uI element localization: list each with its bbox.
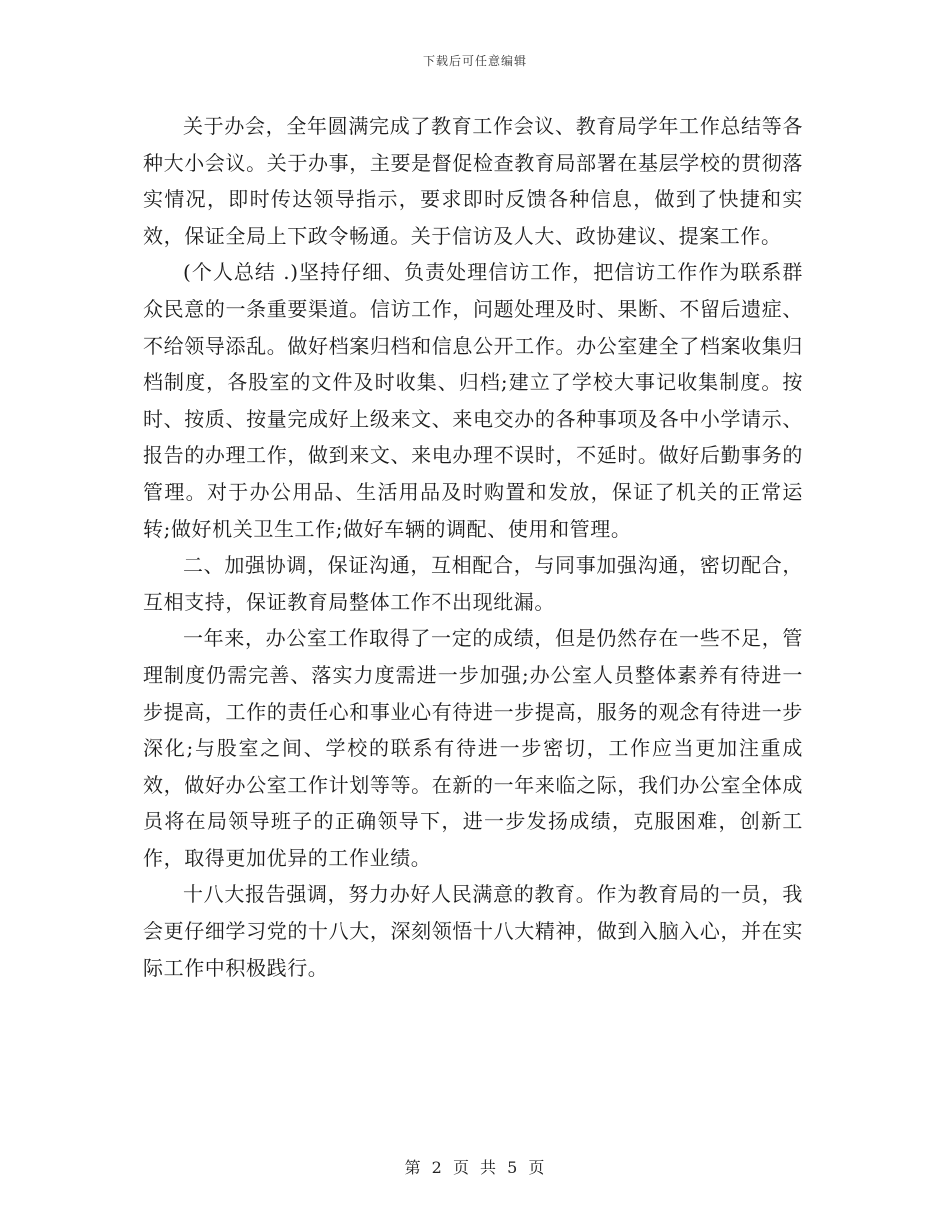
paragraph-meeting-affairs: 关于办会，全年圆满完成了教育工作会议、教育局学年工作总结等各种大小会议。关于办事，主要是督促检查教育局部署在基层学校的贯彻落实情况，即时传达领导指示，要求即时反馈各种信息，做到了快捷和实效，保证全局上下政令畅通。关于信访及人大、政协建议、提案工作。 xyxy=(143,114,803,248)
page-header-note: 下载后可任意编辑 xyxy=(422,54,527,68)
document-body xyxy=(143,108,803,986)
paragraph-coordination: 二、加强协调，保证沟通，互相配合，与同事加强沟通，密切配合，互相支持，保证教育局整体工作不出现纰漏。 xyxy=(143,553,803,614)
page-number-footer: 第 2 页 共 5 页 xyxy=(404,1158,546,1177)
paragraph-petition-work: (个人总结 .)坚持仔细、负责处理信访工作，把信访工作作为联系群众民意的一条重要渠道。信访工作，问题处理及时、果断、不留后遗症、不给领导添乱。做好档案归档和信息公开工作。办公室建全了档案收集归档制度，各股室的文件及时收集、归档;建立了学校大事记收集制度。按时、按质、按量完成好上级来文、来电交办的各种事项及各中小学请示、报告的办理工作，做到来文、来电办理不误时，不延时。做好后勤事务的管理。对于办公用品、生活用品及时购置和发放，保证了机关的正常运转;做好机关卫生工作;做好车辆的调配、使用和管理。 xyxy=(143,260,803,541)
paragraph-shortcomings: 一年来，办公室工作取得了一定的成绩，但是仍然存在一些不足，管理制度仍需完善、落实力度需进一步加强;办公室人员整体素养有待进一步提高，工作的责任心和事业心有待进一步提高，服务的观念有待进一步深化;与股室之间、学校的联系有待进一步密切，工作应当更加注重成效，做好办公室工作计划等等。在新的一年来临之际，我们办公室全体成员将在局领导班子的正确领导下，进一步发扬成绩，克服困难，创新工作，取得更加优异的工作业绩。 xyxy=(143,626,803,870)
paragraph-eighteenth-congress: 十八大报告强调，努力办好人民满意的教育。作为教育局的一员，我会更仔细学习党的十八大，深刻领悟十八大精神，做到入脑入心，并在实际工作中积极践行。 xyxy=(143,882,803,980)
